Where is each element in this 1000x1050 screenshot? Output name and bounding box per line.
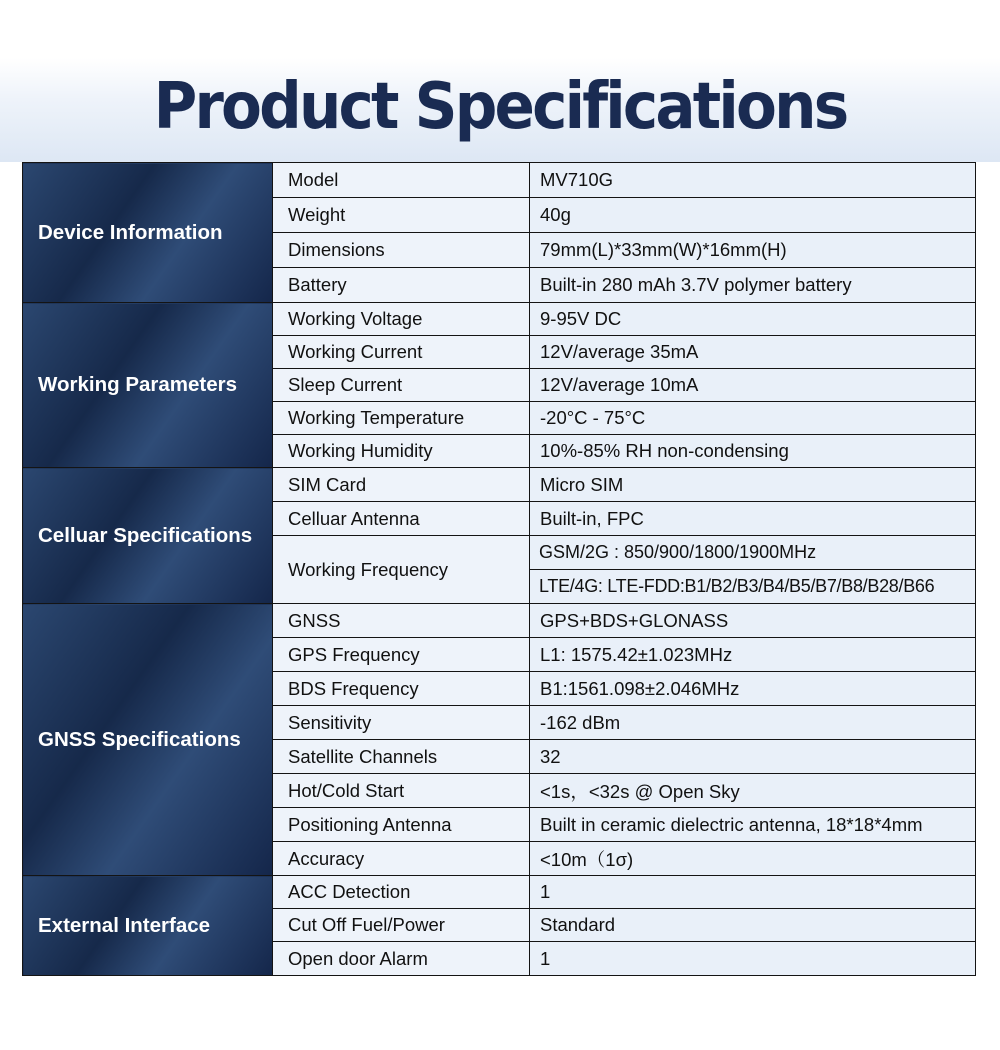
spec-name: Positioning Antenna xyxy=(273,808,530,842)
spec-value: 1 xyxy=(530,876,976,909)
spec-value: -162 dBm xyxy=(530,706,976,740)
spec-value: L1: 1575.42±1.023MHz xyxy=(530,638,976,672)
spec-name: Cut Off Fuel/Power xyxy=(273,909,530,942)
spec-value: -20°C - 75°C xyxy=(530,402,976,435)
spec-value: Micro SIM xyxy=(530,468,976,502)
spec-name: Model xyxy=(273,163,530,198)
spec-name: Sensitivity xyxy=(273,706,530,740)
spec-name: Weight xyxy=(273,198,530,233)
spec-value: GSM/2G : 850/900/1800/1900MHz xyxy=(530,536,976,570)
spec-table xyxy=(22,162,976,976)
spec-name: Working Humidity xyxy=(273,435,530,468)
spec-name: ACC Detection xyxy=(273,876,530,909)
table-row xyxy=(23,163,976,198)
spec-value: B1:1561.098±2.046MHz xyxy=(530,672,976,706)
spec-value: 12V/average 10mA xyxy=(530,369,976,402)
spec-name: Battery xyxy=(273,268,530,303)
spec-name: Working Voltage xyxy=(273,303,530,336)
spec-value: 32 xyxy=(530,740,976,774)
page-title: Product Specifications xyxy=(153,70,847,144)
category-gnss-specifications: GNSS Specifications xyxy=(23,604,273,876)
spec-name: Open door Alarm xyxy=(273,942,530,976)
spec-name: Hot/Cold Start xyxy=(273,774,530,808)
spec-value: <10m（1σ) xyxy=(530,842,976,876)
spec-value: 12V/average 35mA xyxy=(530,336,976,369)
spec-name: Celluar Antenna xyxy=(273,502,530,536)
table-row xyxy=(23,876,976,909)
table-row xyxy=(23,468,976,502)
spec-value: Built-in 280 mAh 3.7V polymer battery xyxy=(530,268,976,303)
spec-value: 10%-85% RH non-condensing xyxy=(530,435,976,468)
spec-value: 40g xyxy=(530,198,976,233)
category-external-interface: External Interface xyxy=(23,876,273,976)
spec-name: SIM Card xyxy=(273,468,530,502)
spec-value: 79mm(L)*33mm(W)*16mm(H) xyxy=(530,233,976,268)
category-working-parameters: Working Parameters xyxy=(23,303,273,468)
spec-value: MV710G xyxy=(530,163,976,198)
spec-name: BDS Frequency xyxy=(273,672,530,706)
spec-value: 9-95V DC xyxy=(530,303,976,336)
spec-value: Built in ceramic dielectric antenna, 18*18*4mm xyxy=(530,808,976,842)
spec-name: Working Current xyxy=(273,336,530,369)
spec-name: Working Frequency xyxy=(273,536,530,604)
spec-name: Dimensions xyxy=(273,233,530,268)
category-device-information: Device Information xyxy=(23,163,273,303)
spec-name: Satellite Channels xyxy=(273,740,530,774)
category-celluar-specifications: Celluar Specifications xyxy=(23,468,273,604)
spec-name: GPS Frequency xyxy=(273,638,530,672)
spec-value: Standard xyxy=(530,909,976,942)
table-row xyxy=(23,604,976,638)
spec-name: Working Temperature xyxy=(273,402,530,435)
table-row xyxy=(23,303,976,336)
spec-value: LTE/4G: LTE-FDD:B1/B2/B3/B4/B5/B7/B8/B28/B66 xyxy=(530,570,976,604)
spec-name: Sleep Current xyxy=(273,369,530,402)
spec-value: Built-in, FPC xyxy=(530,502,976,536)
spec-value: <1s，<32s @ Open Sky xyxy=(530,774,976,808)
spec-name: GNSS xyxy=(273,604,530,638)
spec-value: 1 xyxy=(530,942,976,976)
spec-name: Accuracy xyxy=(273,842,530,876)
spec-value: GPS+BDS+GLONASS xyxy=(530,604,976,638)
